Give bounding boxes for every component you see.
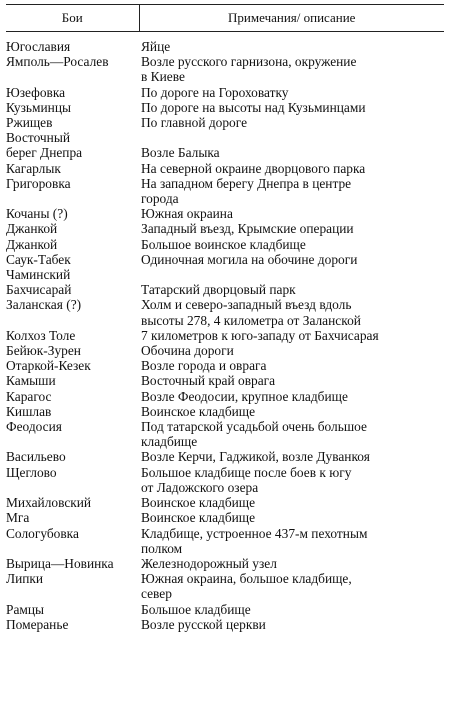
battle-note: Южная окраина, большое кладбище, север xyxy=(141,571,352,602)
battle-name: Померанье xyxy=(6,616,69,632)
battle-note: Восточный край оврага xyxy=(141,373,276,389)
battle-note: Воинское кладбище xyxy=(141,495,256,511)
battle-name: Кишлав xyxy=(6,403,52,419)
battle-name: Отаркой-Кезек xyxy=(6,358,91,374)
battle-note: Одиночная могила на обочине дороги xyxy=(141,251,358,267)
table-row xyxy=(6,373,444,388)
battle-note: Возле русской церкви xyxy=(141,616,266,632)
table-row xyxy=(6,32,444,55)
table-row xyxy=(6,343,444,358)
battle-name: Кузьминцы xyxy=(6,99,71,115)
table-row xyxy=(6,358,444,373)
battle-note: Большое кладбище после боев к югу от Ладожского озера xyxy=(141,464,352,495)
battle-name: Мга xyxy=(6,510,30,526)
table-row xyxy=(6,495,444,510)
battle-name: Ямполь—Росалев xyxy=(6,54,109,70)
battle-note: Возле города и оврага xyxy=(141,358,267,374)
table-row xyxy=(6,602,444,617)
table-row xyxy=(6,297,444,327)
table-row xyxy=(6,404,444,419)
battle-name: Бейюк-Зурен xyxy=(6,343,81,359)
table-row xyxy=(6,206,444,221)
table-row xyxy=(6,130,444,160)
battle-name: Михайловский xyxy=(6,495,92,511)
battles-table xyxy=(6,4,444,632)
battle-name: Юзефовка xyxy=(6,84,66,100)
battle-name: Карагос xyxy=(6,388,52,404)
table-row xyxy=(6,54,444,84)
battle-name: Джанкой xyxy=(6,236,58,252)
battle-name: Восточный берег Днепра xyxy=(6,130,83,161)
battle-note: На западном берегу Днепра в центре города xyxy=(141,175,352,207)
battle-note: 7 километров к юго-западу от Бахчисарая xyxy=(141,327,379,343)
table-row xyxy=(6,115,444,130)
battle-name: Кочаны (?) xyxy=(6,206,68,222)
table-row xyxy=(6,237,444,252)
battle-name: Бахчисарай xyxy=(6,282,72,298)
table-row xyxy=(6,510,444,525)
battle-name: Щеглово xyxy=(6,464,57,480)
table-row xyxy=(6,161,444,176)
table-row xyxy=(6,389,444,404)
table-row xyxy=(6,221,444,236)
battle-note: Воинское кладбище xyxy=(141,403,256,419)
header-notes: Примечания/ описание xyxy=(139,5,444,32)
battle-name: Югославия xyxy=(6,39,71,54)
battle-note: Большое кладбище xyxy=(141,601,251,617)
battle-note: Железнодорожный узел xyxy=(141,555,277,571)
battle-note: Татарский дворцовый парк xyxy=(141,282,296,298)
battle-note: На северной окраине дворцового парка xyxy=(141,160,366,176)
table-row xyxy=(6,449,444,464)
table-body xyxy=(6,32,444,632)
battle-name: Джанкой xyxy=(6,221,58,237)
battle-note: Возле Керчи, Гаджикой, возле Дуванкоя xyxy=(141,449,370,465)
battle-name: Феодосия xyxy=(6,419,62,435)
battle-name: Заланская (?) xyxy=(6,297,82,313)
battle-note: По дороге на высоты над Кузьминцами xyxy=(141,99,366,115)
battle-note: Возле русского гарнизона, окружение в Киеве xyxy=(141,54,357,85)
battle-note: Возле Балыка xyxy=(141,145,220,161)
table-row xyxy=(6,419,444,449)
battle-name: Саук-Табек Чаминский xyxy=(6,251,71,283)
battle-note: Южная окраина xyxy=(141,206,233,222)
battle-name: Вырица—Новинка xyxy=(6,555,114,571)
battle-note: По главной дороге xyxy=(141,115,248,131)
battle-name: Колхоз Толе xyxy=(6,327,76,343)
table-header xyxy=(6,5,444,32)
battle-note: Воинское кладбище xyxy=(141,510,256,526)
battle-note: Западный въезд, Крымские операции xyxy=(141,221,354,237)
table-row xyxy=(6,617,444,632)
battle-name: Григоровка xyxy=(6,175,71,191)
table-row xyxy=(6,100,444,115)
table-row xyxy=(6,176,444,206)
table-row xyxy=(6,282,444,297)
battle-note: По дороге на Гороховатку xyxy=(141,84,289,100)
battle-note: Возле Феодосии, крупное кладбище xyxy=(141,388,348,404)
table-row xyxy=(6,85,444,100)
table-row xyxy=(6,571,444,601)
battle-name: Сологубовка xyxy=(6,525,79,541)
table-row xyxy=(6,465,444,495)
table-row xyxy=(6,526,444,556)
table-row xyxy=(6,556,444,571)
battle-note: Под татарской усадьбой очень большое кладбище xyxy=(141,419,367,450)
battle-note: Холм и северо-западный въезд вдоль высоты 278, 4 километра от Заланской xyxy=(141,297,361,328)
battle-note: Кладбище, устроенное 437-м пехотным полком xyxy=(141,525,368,556)
battle-name: Васильево xyxy=(6,449,66,465)
battle-name: Рамцы xyxy=(6,601,45,617)
battle-name: Кагарлык xyxy=(6,160,61,176)
battle-note: Обочина дороги xyxy=(141,343,234,359)
battle-name: Камыши xyxy=(6,373,56,389)
battle-note: Большое воинское кладбище xyxy=(141,236,306,252)
table-row xyxy=(6,328,444,343)
header-battles: Бои xyxy=(6,5,139,32)
battle-note: Яйце xyxy=(141,39,171,54)
battle-name: Липки xyxy=(6,571,44,587)
table-row xyxy=(6,252,444,282)
battle-name: Ржищев xyxy=(6,115,53,131)
